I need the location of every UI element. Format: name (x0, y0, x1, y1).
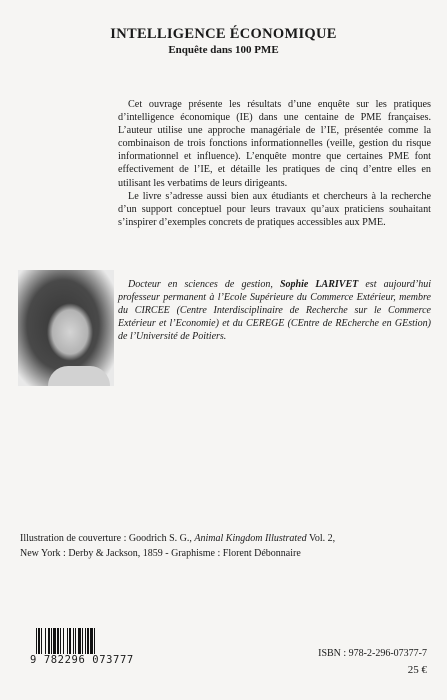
author-photo-shoulder (48, 366, 110, 386)
credits-suffix: Vol. 2, (306, 533, 336, 544)
bio-text: est aujourd’hui professeur permanent à l’Ecole Supérieure du Commerce Extérieur, membre du CIRCEE (Centre Interdisciplinaire de Recherche sur le Commerce Extérieur et l’Economie) et du CEREGE (CEntre de REcherche en GEstion) de l’Université de Poitiers. (118, 279, 431, 342)
abstract-paragraph-1: Cet ouvrage présente les résultats d’une enquête sur les pratiques d’intelligence économique (IE) dans une centaine de PME françaises. L’auteur utilise une approche managériale de l’IE, présentée comme la combinaison de trois fonctions informationnelles (veille, gestion du risque informationnel et influence). L’enquête montre que certaines PME font effectivement de l’IE, et détaille les pratiques de cinq d’entre elles en utilisant les verbatims de leurs dirigeants. (118, 99, 431, 189)
author-photo (18, 270, 114, 386)
price-text: 25 € (407, 664, 427, 676)
credits-line-2: New York : Derby & Jackson, 1859 - Graphisme : Florent Débonnaire (20, 548, 301, 559)
author-bio (118, 278, 431, 343)
credits-work-title: Animal Kingdom Illustrated (194, 533, 307, 544)
book-title: INTELLIGENCE ÉCONOMIQUE (110, 26, 337, 42)
bio-prefix: Docteur en sciences de gestion, (128, 279, 280, 290)
credits-prefix: Illustration de couverture : Goodrich S. G., (20, 533, 195, 544)
abstract-paragraph-2: Le livre s’adresse aussi bien aux étudiants et chercheurs à la recherche d’un support conceptuel pour leurs travaux qu’aux praticiens souhaitant s’inspirer d’exemples concrets de pratiques accessibles aux PME. (118, 190, 431, 228)
abstract-block (118, 98, 431, 229)
isbn-text: ISBN : 978-2-296-07377-7 (318, 648, 427, 659)
author-name: Sophie LARIVET (279, 279, 359, 290)
cover-credits (20, 531, 440, 561)
barcode-digits: 9 782296 073777 (30, 654, 140, 666)
barcode (30, 628, 140, 670)
book-subtitle: Enquête dans 100 PME (168, 44, 279, 56)
